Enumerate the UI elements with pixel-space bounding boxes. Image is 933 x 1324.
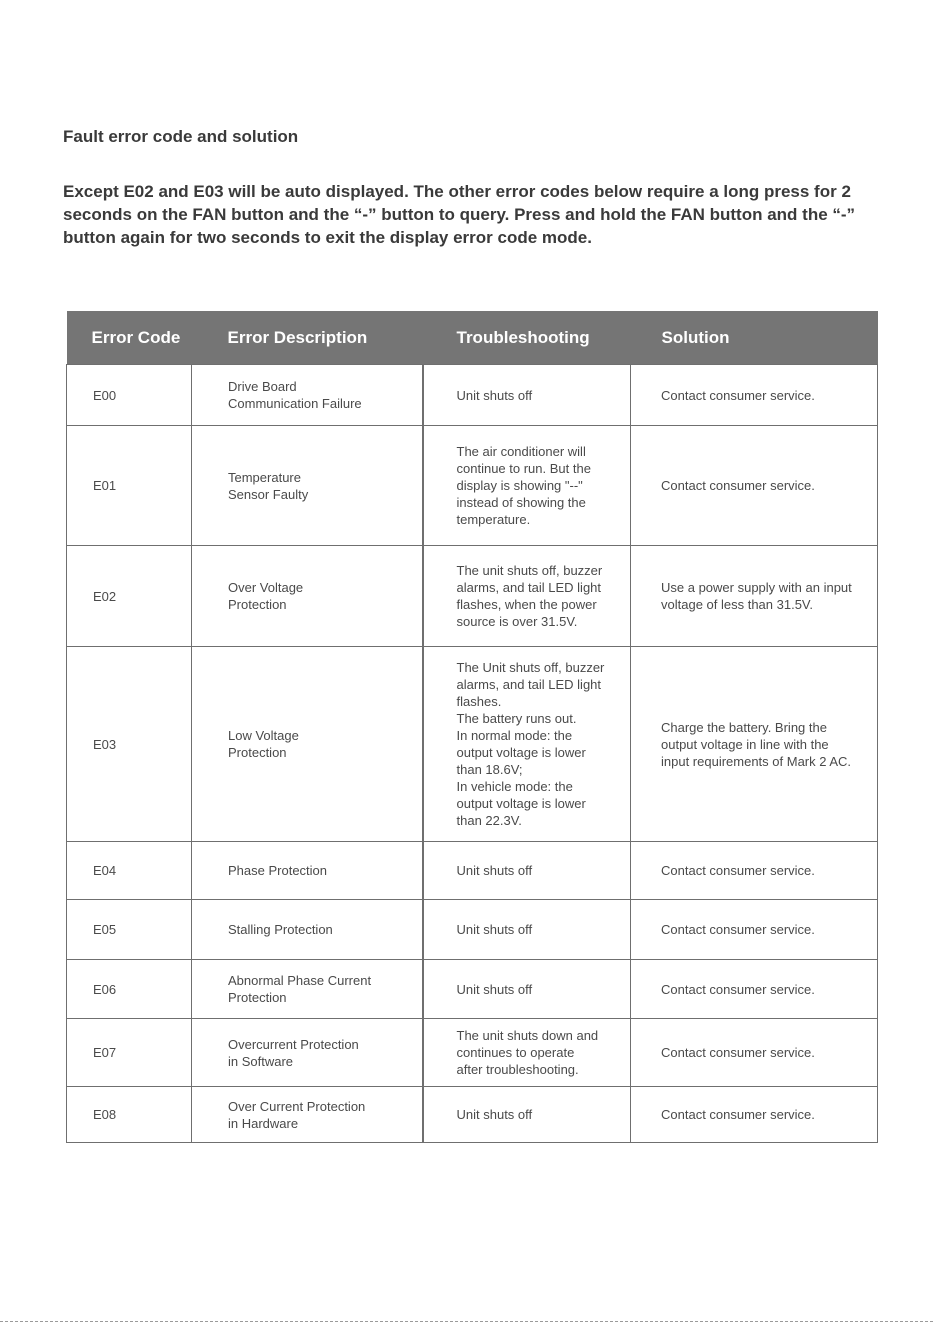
error-code-cell: E01 (67, 426, 192, 546)
solution-cell: Contact consumer service. (631, 842, 878, 900)
solution-cell: Contact consumer service. (631, 900, 878, 960)
troubleshooting-cell: The unit shuts off, buzzer alarms, and tail LED light flashes, when the power source is over 31.5V. (423, 546, 631, 647)
error-description-cell: Low Voltage Protection (192, 647, 423, 842)
error-code-table (66, 311, 878, 1143)
table-row (67, 1019, 878, 1087)
error-description-cell: Temperature Sensor Faulty (192, 426, 423, 546)
troubleshooting-cell: Unit shuts off (423, 365, 631, 426)
error-description-cell: Overcurrent Protection in Software (192, 1019, 423, 1087)
section-title: Fault error code and solution (63, 127, 299, 146)
table-header-row (67, 311, 878, 365)
error-code-cell: E08 (67, 1087, 192, 1143)
troubleshooting-cell: The unit shuts down and continues to operate after troubleshooting. (423, 1019, 631, 1087)
table-row (67, 365, 878, 426)
troubleshooting-cell: Unit shuts off (423, 960, 631, 1019)
table-row (67, 900, 878, 960)
solution-cell: Contact consumer service. (631, 1019, 878, 1087)
solution-cell: Contact consumer service. (631, 365, 878, 426)
header-troubleshooting: Troubleshooting (423, 311, 631, 365)
table-row (67, 426, 878, 546)
error-description-cell: Abnormal Phase Current Protection (192, 960, 423, 1019)
error-code-cell: E05 (67, 900, 192, 960)
error-code-cell: E00 (67, 365, 192, 426)
solution-cell: Charge the battery. Bring the output voltage in line with the input requirements of Mark 2 AC. (631, 647, 878, 842)
solution-cell: Contact consumer service. (631, 1087, 878, 1143)
solution-cell: Contact consumer service. (631, 426, 878, 546)
troubleshooting-cell: Unit shuts off (423, 900, 631, 960)
page-bottom-divider (0, 1321, 933, 1322)
error-description-cell: Over Current Protection in Hardware (192, 1087, 423, 1143)
table-row (67, 546, 878, 647)
error-code-cell: E06 (67, 960, 192, 1019)
error-code-cell: E03 (67, 647, 192, 842)
solution-cell: Use a power supply with an input voltage of less than 31.5V. (631, 546, 878, 647)
solution-cell: Contact consumer service. (631, 960, 878, 1019)
header-solution: Solution (631, 311, 878, 365)
table-row (67, 1087, 878, 1143)
error-code-cell: E04 (67, 842, 192, 900)
troubleshooting-cell: The air conditioner will continue to run. But the display is showing "--" instead of showing the temperature. (423, 426, 631, 546)
error-description-cell: Stalling Protection (192, 900, 423, 960)
error-description-cell: Phase Protection (192, 842, 423, 900)
table-row (67, 960, 878, 1019)
intro-paragraph: Except E02 and E03 will be auto displayed. The other error codes below require a long press for 2 seconds on the FAN button and the “-” button to query. Press and hold the FAN button and the “-” button again for two seconds to exit the display error code mode. (63, 182, 856, 247)
header-error-description: Error Description (192, 311, 423, 365)
error-description-cell: Drive Board Communication Failure (192, 365, 423, 426)
troubleshooting-cell: The Unit shuts off, buzzer alarms, and tail LED light flashes. The battery runs out. In normal mode: the output voltage is lower than 18.6V; In vehicle mode: the output voltage is lower than 22.3V. (423, 647, 631, 842)
table-row (67, 647, 878, 842)
troubleshooting-cell: Unit shuts off (423, 1087, 631, 1143)
table-row (67, 842, 878, 900)
troubleshooting-cell: Unit shuts off (423, 842, 631, 900)
error-code-cell: E02 (67, 546, 192, 647)
header-error-code: Error Code (67, 311, 192, 365)
error-description-cell: Over Voltage Protection (192, 546, 423, 647)
error-code-cell: E07 (67, 1019, 192, 1087)
